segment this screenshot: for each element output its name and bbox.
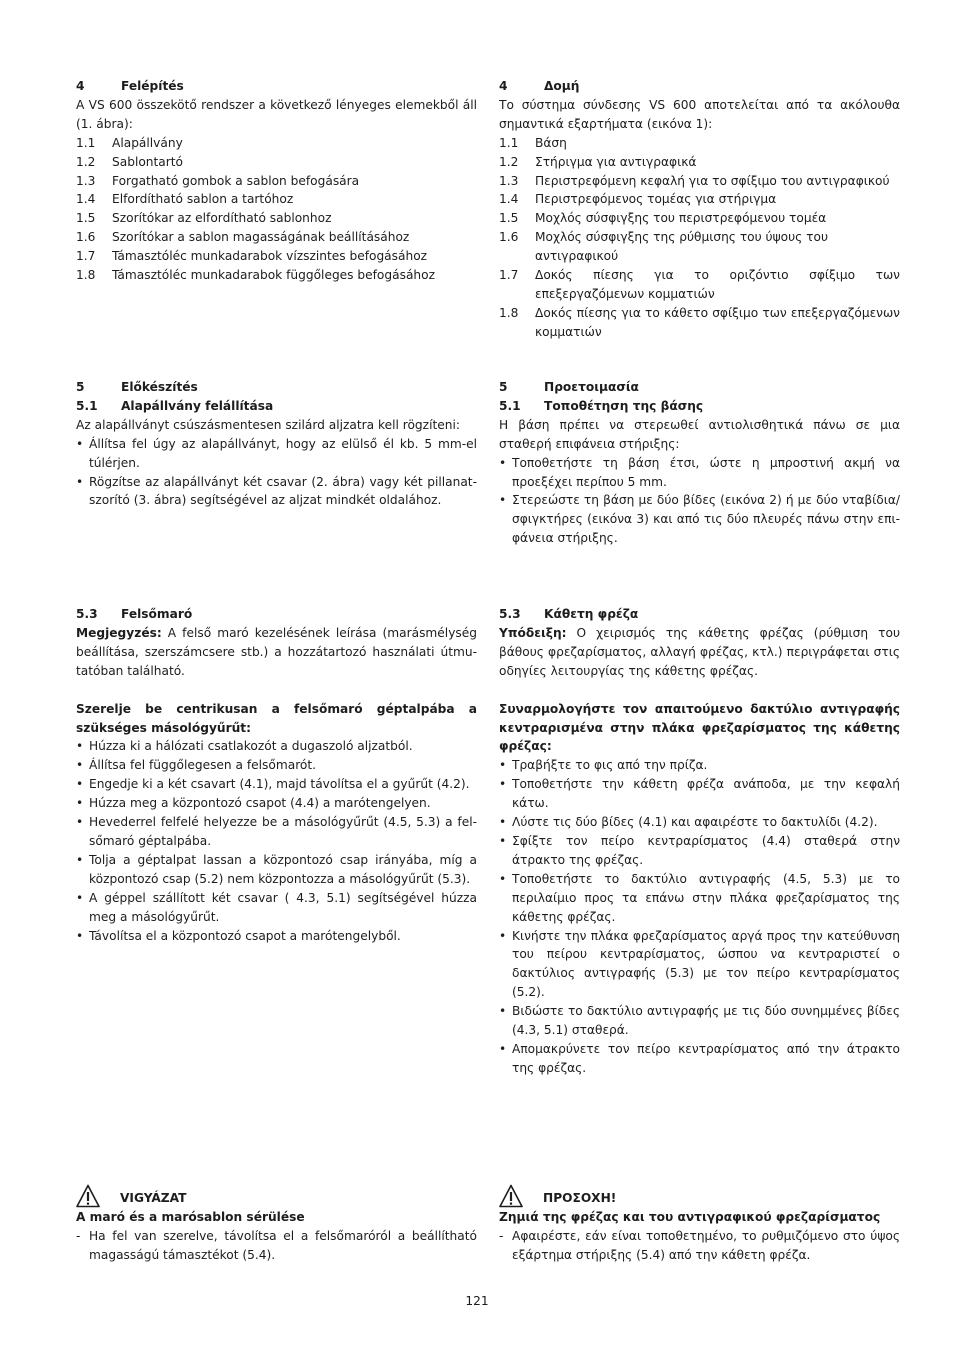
section-number: 5: [76, 380, 85, 394]
warning-text: Ha fel van szerelve, távolítsa el a felsőmaróról a beállítható magasságú támasztékot (5.4).: [89, 1228, 477, 1262]
item-text: Βάση: [535, 135, 567, 150]
list-item: [76, 209, 477, 228]
item-text: Sablontartó: [112, 154, 184, 169]
section-title: Előkészítés: [121, 380, 198, 394]
bullet-item: • Κινήστε την πλάκα φρεζαρίσματος αργά προς την κατεύθυνση του πείρου κεντραρίσματος, ώσπου να κεντραριστεί ο δακτύλιος αντιγραφής (5.3) με τον πείρο κεντραρίσματος (5.2).: [499, 927, 900, 1003]
item-number: 1.3: [76, 173, 96, 188]
item-number: 1.3: [499, 173, 519, 188]
subsection-number: 5.1: [76, 398, 98, 413]
warning-list: [499, 1227, 900, 1265]
item-number: 1.5: [499, 211, 519, 226]
list-item: [499, 190, 900, 209]
bullet-item: • Τοποθετήστε το δακτύλιο αντιγραφής (4.5, 5.3) με το περιλαίμιο προς τα επάνω στην πλάκα φρεζαρίσματος της κάθετης φρέζας.: [499, 870, 900, 927]
list-item: [499, 172, 900, 191]
item-text: Περιστρεφόμενη κεφαλή για το σφίξιμο του αντιγραφικού: [535, 173, 890, 188]
list-item: [499, 209, 900, 228]
item-text: Δοκός πίεσης για το κάθετο σφίξιμο των επεξεργαζόμενων κομματιών: [535, 305, 900, 339]
list-item: [76, 172, 477, 191]
warning-list: [76, 1227, 477, 1265]
warning-triangle-icon: [499, 1184, 523, 1208]
subsection-title: Alapállvány felállítása: [121, 398, 274, 413]
warning-heading: [499, 1189, 900, 1208]
section-title: Felépítés: [121, 79, 184, 93]
list-item: [499, 228, 900, 266]
list-item: [76, 247, 477, 266]
item-number: 1.2: [499, 154, 519, 169]
section-title: Felsőmaró: [121, 607, 193, 621]
list-item: [499, 134, 900, 153]
bullet-item: • Σφίξτε τον πείρο κεντραρίσματος (4.4) σταθερά στην άτρακτο της φρέζας.: [499, 832, 900, 870]
section-5-3-right: [499, 605, 900, 1078]
instruction-text: Szerelje be centrikusan a felsőmaró géptalpába a szükséges másológyűrűt:: [76, 701, 477, 735]
warning-box-left: [76, 1189, 477, 1265]
item-number: 1.5: [76, 211, 96, 226]
section-number: 4: [76, 79, 85, 93]
note-text: A felső maró kezelésének leírása (marásmélység beállítása, szerszámcsere stb.) a hozzátartozó használati útmutatóban található.: [76, 625, 477, 678]
section-5-3-left: [76, 605, 477, 945]
section-heading: [499, 77, 900, 96]
note-paragraph: [76, 624, 477, 681]
warning-heading: [76, 1189, 477, 1208]
list-item: [76, 228, 477, 247]
item-text: Forgatható gombok a sablon befogására: [112, 173, 360, 188]
bullet-list: [76, 737, 477, 945]
bullet-item: • Távolítsa el a központozó csapot a marótengelyből.: [76, 927, 477, 946]
bullet-item: • Hevederrel felfelé helyezze be a másológyűrűt (4.5, 5.3) a felsőmaró géptalpába.: [76, 813, 477, 851]
list-item: [76, 153, 477, 172]
page-number: 121: [465, 1294, 489, 1308]
item-text: Alapállvány: [112, 135, 183, 150]
bullet-item: • Húzza ki a hálózati csatlakozót a dugaszoló aljzatból.: [76, 737, 477, 756]
note-paragraph: [499, 624, 900, 681]
spacer: [499, 681, 900, 700]
warning-text: Αφαιρέστε, εάν είναι τοποθετημένο, το ρυθμιζόμενο στο ύψος εξάρτημα στήριξης (5.4) από την κάθετη φρέζα.: [512, 1228, 900, 1262]
subsection-heading: [76, 397, 477, 416]
item-number: 1.7: [76, 249, 96, 264]
item-text: Μοχλός σύσφιγξης της ρύθμισης του ύψους του αντιγραφικού: [535, 230, 829, 264]
section-5-right: [499, 378, 900, 548]
list-item: [499, 266, 900, 304]
warning-subtitle: A maró és a marósablon sérülése: [76, 1210, 305, 1224]
item-text: Μοχλός σύσφιγξης του περιστρεφόμενου τομέα: [535, 211, 827, 226]
item-number: 1.7: [499, 268, 519, 283]
item-number: 1.1: [499, 135, 519, 150]
section-intro: Το σύστημα σύνδεσης VS 600 αποτελείται από τα ακόλουθα σημαντικά εξαρτήματα (εικόνα 1):: [499, 97, 900, 131]
section-heading: [499, 378, 900, 397]
subsection-title: Τοποθέτηση της βάσης: [544, 398, 704, 413]
section-title: Δομή: [544, 79, 580, 93]
subsection-heading: [499, 397, 900, 416]
item-text: Στήριγμα για αντιγραφικά: [535, 154, 697, 169]
dash-marker: -: [499, 1228, 504, 1243]
section-4-right: [499, 77, 900, 342]
item-number: 1.2: [76, 154, 96, 169]
section-heading: [76, 378, 477, 397]
bullet-item: • Állítsa fel függőlegesen a felsőmarót.: [76, 756, 477, 775]
section-intro: A VS 600 összekötő rendszer a következő lényeges elemekből áll (1. ábra):: [76, 97, 477, 131]
subsection-number: 5.1: [499, 398, 521, 413]
warning-box-right: [499, 1189, 900, 1265]
item-number: 1.8: [76, 268, 96, 283]
section-intro: Az alapállványt csúszásmentesen szilárd aljzatra kell rögzíteni:: [76, 417, 460, 432]
section-title: Προετοιμασία: [544, 380, 639, 394]
bullet-list: [76, 435, 477, 511]
section-title: Κάθετη φρέζα: [544, 607, 639, 621]
list-item: [76, 190, 477, 209]
bullet-item: • Rögzítse az alapállványt két csavar (2. ábra) vagy két pillanatszorító (3. ábra) segítségével az aljzat mindkét oldalához.: [76, 473, 477, 511]
bullet-item: • Απομακρύνετε τον πείρο κεντραρίσματος από την άτρακτο της φρέζας.: [499, 1040, 900, 1078]
bullet-item: • Τοποθετήστε την κάθετη φρέζα ανάποδα, με την κεφαλή κάτω.: [499, 775, 900, 813]
list-item: [76, 134, 477, 153]
bullet-item: • A géppel szállított két csavar ( 4.3, 5.1) segítségével húzza meg a másológyűrűt.: [76, 889, 477, 927]
list-item: [499, 153, 900, 172]
item-number: 1.4: [499, 192, 519, 207]
section-number: 5: [499, 380, 508, 394]
item-text: Περιστρεφόμενος τομέας για στήριγμα: [535, 192, 777, 207]
section-number: 5.3: [499, 607, 521, 621]
bullet-list: [499, 756, 900, 1077]
item-text: Támasztóléc munkadarabok függőleges befogásához: [112, 268, 435, 283]
warning-title: VIGYÁZAT: [120, 1191, 187, 1206]
instruction-text: Συναρμολογήστε τον απαιτούμενο δακτύλιο αντιγραφής κεντραρισμένα στην πλάκα φρεζαρίσματος της κάθετης φρέζας:: [499, 701, 900, 754]
list-item: [76, 266, 477, 285]
bullet-item: • Στερεώστε τη βάση με δύο βίδες (εικόνα 2) ή με δύο νταβίδια/ σφιγκτήρες (εικόνα 3) και από τις δύο πλευρές πάνω στην επιφάνεια στήριξης.: [499, 491, 900, 548]
bullet-item: • Λύστε τις δύο βίδες (4.1) και αφαιρέστε το δακτυλίδι (4.2).: [499, 813, 900, 832]
item-text: Δοκός πίεσης για το οριζόντιο σφίξιμο των επεξεργαζόμενων κομματιών: [535, 268, 900, 301]
item-text: Szorítókar az elfordítható sablonhoz: [112, 211, 332, 226]
item-text: Szorítókar a sablon magasságának beállításához: [112, 230, 410, 245]
warning-item: [499, 1227, 900, 1265]
section-4-left: [76, 77, 477, 285]
bullet-item: • Engedje ki a két csavart (4.1), majd távolítsa el a gyűrűt (4.2).: [76, 775, 477, 794]
item-number: 1.4: [76, 192, 96, 207]
section-heading: [76, 77, 477, 96]
warning-triangle-icon: [76, 1184, 100, 1208]
warning-item: [76, 1227, 477, 1265]
bullet-item: • Τραβήξτε το φις από την πρίζα.: [499, 756, 900, 775]
section-intro: Η βάση πρέπει να στερεωθεί αντιολισθητικά πάνω σε μια σταθερή επιφάνεια στήριξης:: [499, 417, 900, 451]
warning-subtitle: Ζημιά της φρέζας και του αντιγραφικού φρεζαρίσματος: [499, 1210, 881, 1224]
section-number: 4: [499, 79, 508, 93]
section-heading: [499, 605, 900, 624]
section-number: 5.3: [76, 607, 98, 621]
spacer: [76, 681, 477, 700]
bullet-item: • Húzza meg a központozó csapot (4.4) a marótengelyen.: [76, 794, 477, 813]
note-label: Megjegyzés:: [76, 625, 162, 640]
item-text: Támasztóléc munkadarabok vízszintes befogásához: [112, 249, 428, 264]
bullet-item: • Τοποθετήστε τη βάση έτσι, ώστε η μπροστινή ακμή να προεξέχει περίπου 5 mm.: [499, 454, 900, 492]
note-text: Ο χειρισμός της κάθετης φρέζας (ρύθμιση του βάθους φρεζαρίσματος, αλλαγή φρέζας, κτλ.) περιγράφεται στις οδηγίες λειτουργίας της κάθετης φρέζας.: [499, 625, 900, 678]
section-5-left: [76, 378, 477, 510]
dash-marker: -: [76, 1228, 81, 1243]
section-heading: [76, 605, 477, 624]
item-number: 1.6: [499, 230, 519, 245]
component-list: [499, 134, 900, 342]
item-number: 1.8: [499, 305, 519, 320]
bullet-list: [499, 454, 900, 549]
item-text: Elfordítható sablon a tartóhoz: [112, 192, 294, 207]
bullet-item: • Tolja a géptalpat lassan a központozó csap irányába, míg a központozó csap (5.2) nem központozza a másológyűrűt (5.3).: [76, 851, 477, 889]
note-label: Υπόδειξη:: [499, 625, 567, 640]
item-number: 1.1: [76, 135, 96, 150]
item-number: 1.6: [76, 230, 96, 245]
bullet-item: • Állítsa fel úgy az alapállványt, hogy az elülső él kb. 5 mm-el túlérjen.: [76, 435, 477, 473]
bullet-item: • Βιδώστε το δακτύλιο αντιγραφής με τις δύο συνημμένες βίδες (4.3, 5.1) σταθερά.: [499, 1002, 900, 1040]
list-item: [499, 304, 900, 342]
warning-title: ΠΡΟΣΟΧΗ!: [543, 1191, 617, 1206]
component-list: [76, 134, 477, 285]
